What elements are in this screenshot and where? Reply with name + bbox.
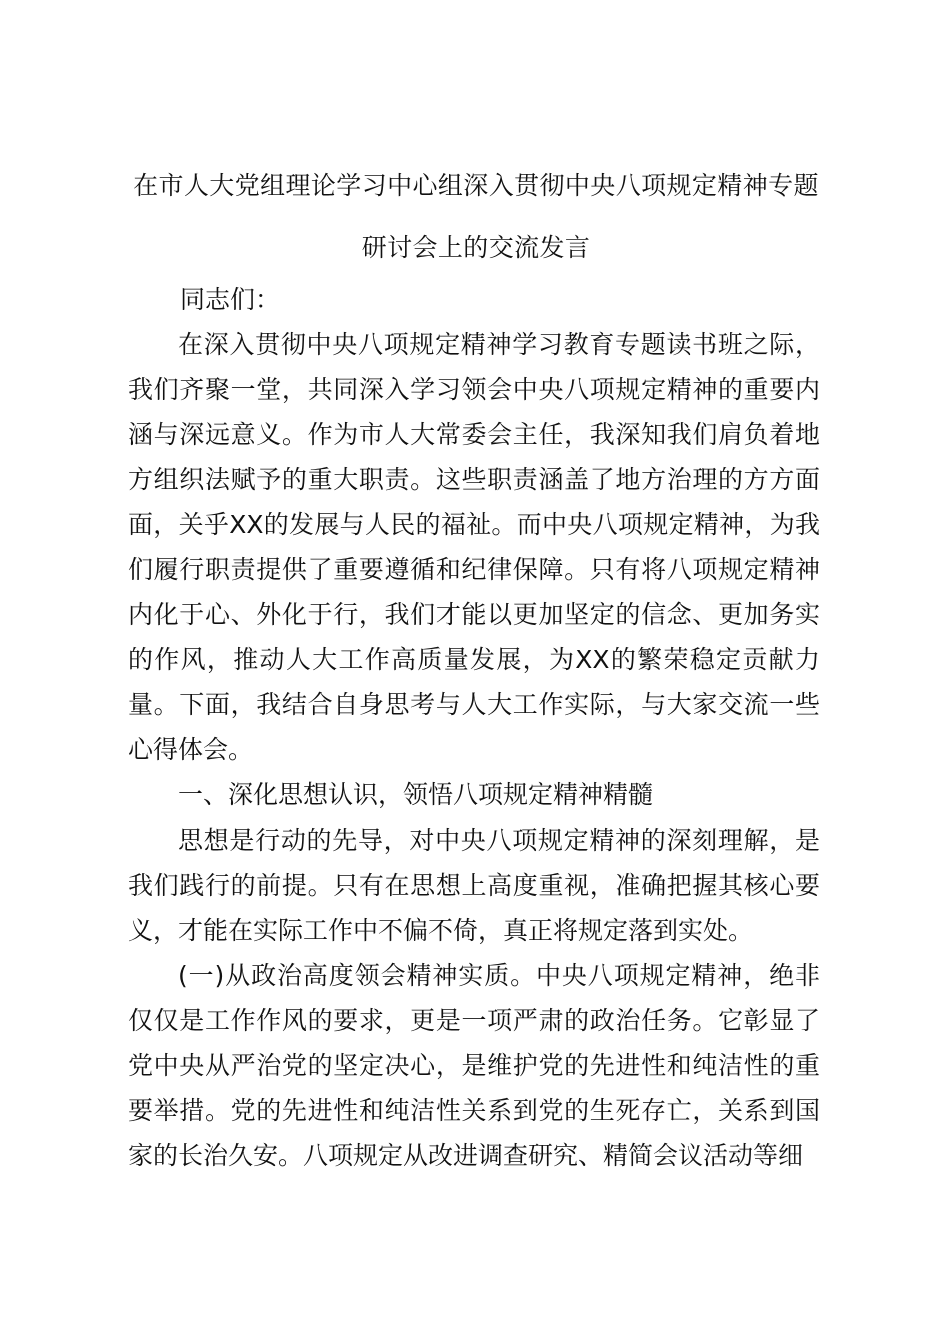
section-1-paragraph: 思想是行动的先导，对中央八项规定精神的深刻理解，是我们践行的前提。只有在思想上高度重视，准确把握其核心要义，才能在实际工作中不偏不倚，真正将规定落到实处。 <box>128 826 820 945</box>
section-1-heading: 一、深化思想认识，领悟八项规定精神精髓 <box>178 780 654 809</box>
title-line-2: 研讨会上的交流发言 <box>361 233 591 262</box>
title-line-1: 在市人大党组理论学习中心组深入贯彻中央八项规定精神专题 <box>133 171 819 200</box>
salutation: 同志们： <box>180 285 281 314</box>
intro-paragraph: 在深入贯彻中央八项规定精神学习教育专题读书班之际，我们齐聚一堂，共同深入学习领会中央八项规定精神的重要内涵与深远意义。作为市人大常委会主任，我深知我们肩负着地方组织法赋予的重大职责。这些职责涵盖了地方治理的方方面面，关乎XX的发展与人民的福祉。而中央八项规定精神，为我们履行职责提供了重要遵循和纪律保障。只有将八项规定精神内化于心、外化于行，我们才能以更加坚定的信念、更加务实的作风，推动人大工作高质量发展，为XX的繁荣稳定贡献力量。下面，我结合自身思考与人大工作实际，与大家交流一些心得体会。 <box>128 330 820 764</box>
document-title <box>128 170 824 264</box>
subsection-1-paragraph: (一)从政治高度领会精神实质。中央八项规定精神，绝非仅仅是工作作风的要求，更是一项严肃的政治任务。它彰显了党中央从严治党的坚定决心，是维护党的先进性和纯洁性的重要举措。党的先进性和纯洁性关系到党的生死存亡，关系到国家的长治久安。八项规定从改进调查研究、精简会议活动等细 <box>128 961 820 1170</box>
document-body <box>128 278 820 1178</box>
